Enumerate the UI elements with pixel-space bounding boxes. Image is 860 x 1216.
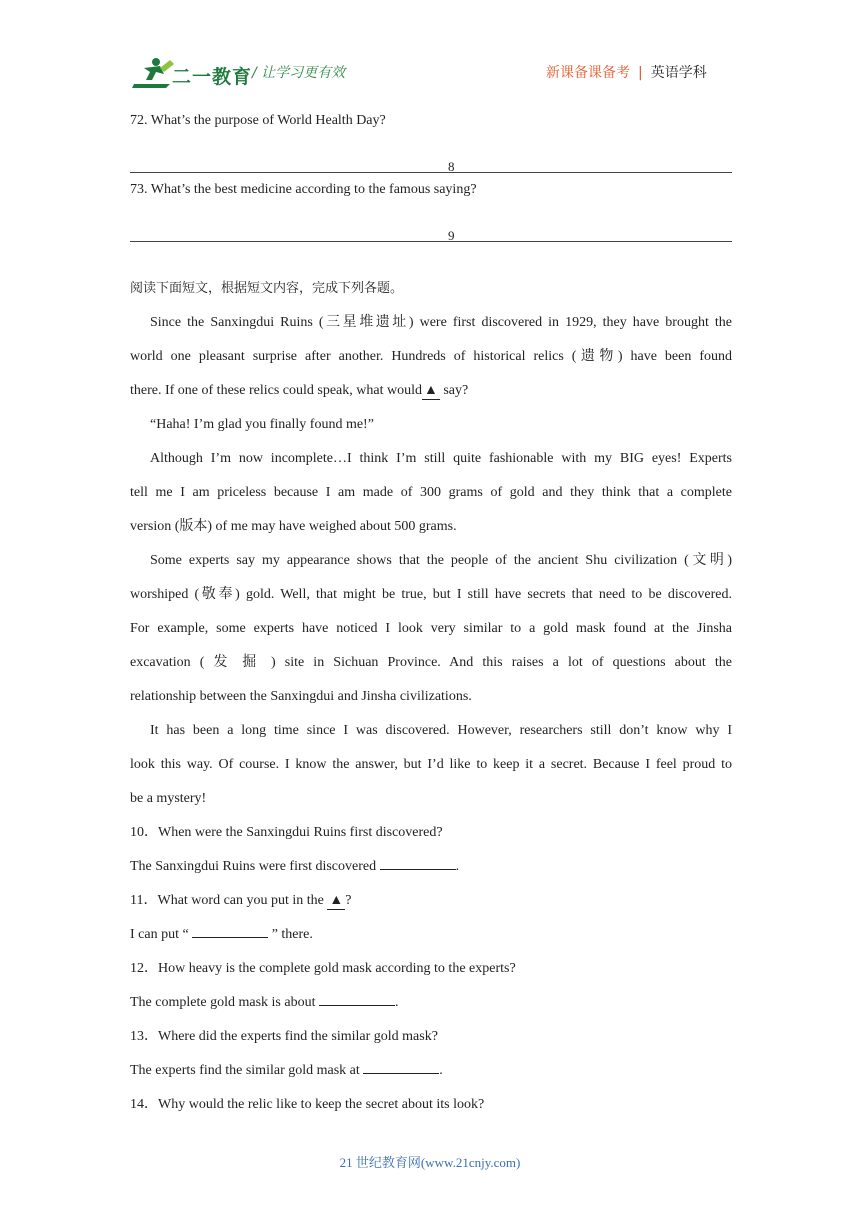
question-suffix: ? <box>345 893 352 908</box>
header-separator: | <box>638 65 643 81</box>
answer-12 <box>130 986 732 1020</box>
passage-line: “Haha! I’m glad you finally found me!” <box>150 417 374 432</box>
answer-suffix: . <box>455 859 460 874</box>
answer-prefix: I can put “ <box>130 927 193 942</box>
answer-blank[interactable] <box>363 1059 439 1074</box>
answer-10 <box>130 850 732 884</box>
reading-instructions: 阅读下面短文，根据短文内容，完成下列各题。 <box>130 281 404 296</box>
passage-line: version (版本) of me may have weighed about 500 grams. <box>130 519 457 534</box>
header-subject: 英语学科 <box>650 65 707 81</box>
page-footer[interactable]: 21 世纪教育网(www.21cnjy.com) <box>339 1155 521 1170</box>
logo-text: 二一教育 <box>172 66 253 88</box>
answer-prefix: The experts find the similar gold mask at <box>130 1063 364 1078</box>
blank-triangle: ▲ <box>329 893 344 908</box>
answer-13 <box>130 1054 732 1088</box>
question-13: 13．Where did the experts find the similar gold mask? <box>130 1029 438 1044</box>
blank-triangle: ▲ <box>423 383 438 398</box>
answer-line-number: 8 <box>448 159 455 174</box>
header-right <box>546 62 707 82</box>
answer-line-72[interactable] <box>130 138 732 173</box>
question-73: 73. What’s the best medicine according to the famous saying? <box>130 182 477 197</box>
answer-prefix: The complete gold mask is about <box>130 995 319 1010</box>
passage-line: Although I’m now incomplete…I think I’m still quite fashionable with my BIG eyes! Experts <box>150 451 732 466</box>
answer-prefix: The Sanxingdui Ruins were first discovered <box>130 859 380 874</box>
passage-line: tell me I am priceless because I am made of 300 grams of gold and they think that a complete <box>130 485 732 500</box>
question-11 <box>130 884 732 918</box>
passage-line: worshiped (敬奉) gold. Well, that might be true, but I still have secrets that need to be discovered. <box>130 587 732 602</box>
answer-blank[interactable] <box>380 855 456 870</box>
answer-suffix: ” there. <box>268 927 313 942</box>
question-72: 72. What’s the purpose of World Health Day? <box>130 113 386 128</box>
question-10: 10．When were the Sanxingdui Ruins first discovered? <box>130 825 443 840</box>
answer-blank[interactable] <box>319 991 395 1006</box>
passage-line: Some experts say my appearance shows that the people of the ancient Shu civilization (文明) <box>150 553 732 568</box>
answer-11 <box>130 918 732 952</box>
document-body <box>130 104 732 1122</box>
page-header <box>0 0 860 100</box>
passage-line: excavation ( 发 掘 ) site in Sichuan Province. And this raises a lot of questions about the <box>130 655 732 670</box>
passage-line <box>130 374 732 408</box>
header-slogan: / 让学习更有效 <box>252 65 346 81</box>
passage-line: relationship between the Sanxingdui and Jinsha civilizations. <box>130 689 472 704</box>
answer-suffix: . <box>394 995 399 1010</box>
answer-blank[interactable] <box>192 923 268 938</box>
passage-text: say? <box>439 383 469 398</box>
passage-text: there. If one of these relics could speak, what would <box>130 383 422 398</box>
answer-line-73[interactable] <box>130 207 732 242</box>
question-14: 14．Why would the relic like to keep the secret about its look? <box>130 1097 485 1112</box>
header-label: 新课备课备考 <box>546 65 630 81</box>
passage-line: world one pleasant surprise after another. Hundreds of historical relics (遗物) have been found <box>130 349 732 364</box>
passage-line: look this way. Of course. I know the answer, but I’d like to keep it a secret. Because I feel proud to <box>130 757 732 772</box>
passage-line: It has been a long time since I was discovered. However, researchers still don’t know why I <box>150 723 732 738</box>
answer-suffix: . <box>439 1063 443 1078</box>
passage-line: For example, some experts have noticed I look very similar to a gold mask found at the Jinsha <box>130 621 732 636</box>
answer-line-number: 9 <box>448 228 455 243</box>
question-text: 11．What word can you put in the <box>130 893 328 908</box>
section-gap <box>130 242 732 272</box>
passage-line: Since the Sanxingdui Ruins (三星堆遗址) were first discovered in 1929, they have brought the <box>150 315 732 330</box>
passage-line: be a mystery! <box>130 791 207 806</box>
question-12: 12．How heavy is the complete gold mask according to the experts? <box>130 961 516 976</box>
